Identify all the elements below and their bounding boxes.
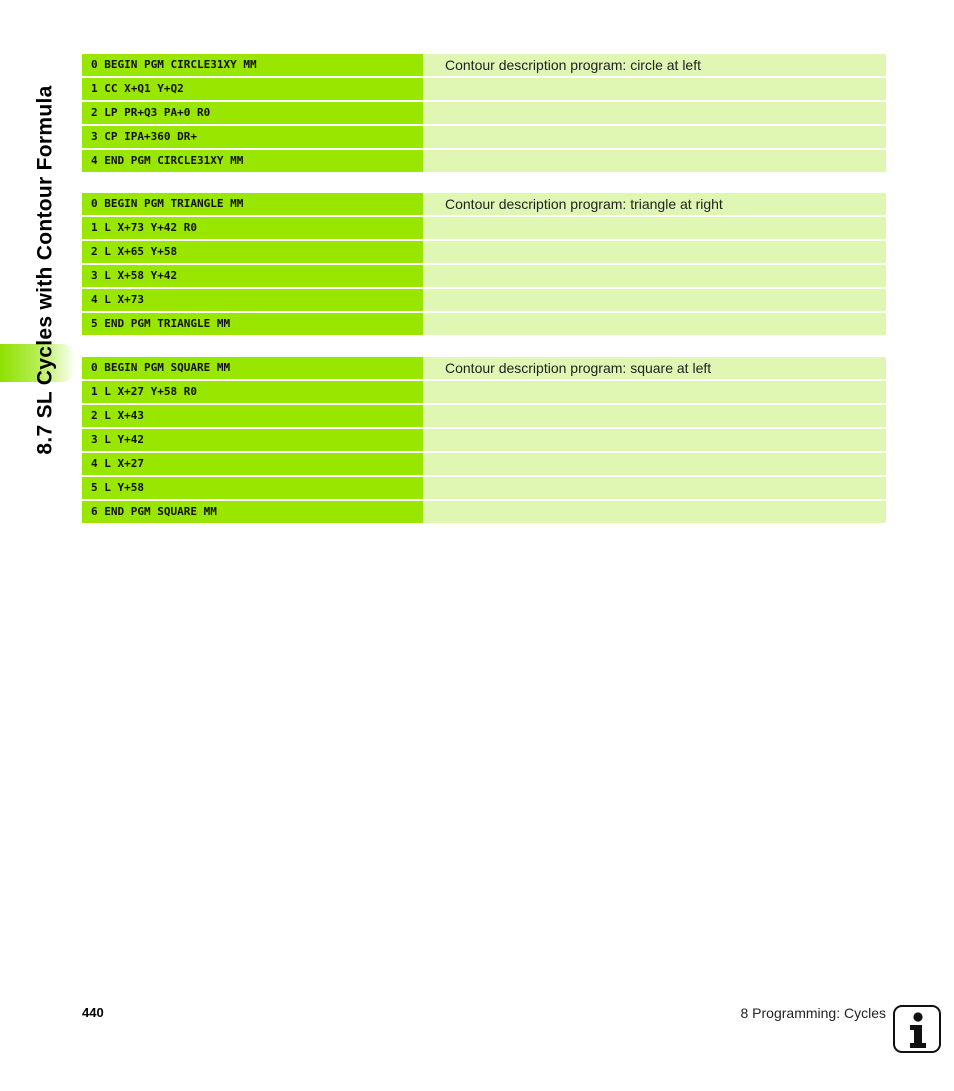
desc-cell xyxy=(423,150,886,172)
table-row xyxy=(82,357,886,379)
desc-cell xyxy=(423,289,886,311)
section-title-text: 8.7 SL Cycles with Contour Formula xyxy=(34,85,57,455)
desc-cell: Contour description program: triangle at right xyxy=(423,193,886,215)
table-row xyxy=(82,126,886,148)
page-number: 440 xyxy=(82,1005,104,1020)
desc-cell xyxy=(423,102,886,124)
program-block-triangle xyxy=(82,193,886,337)
desc-cell xyxy=(423,477,886,499)
code-cell: 3 L X+58 Y+42 xyxy=(82,265,423,287)
section-title xyxy=(28,50,64,490)
desc-cell xyxy=(423,313,886,335)
table-row xyxy=(82,150,886,172)
code-cell: 1 CC X+Q1 Y+Q2 xyxy=(82,78,423,100)
desc-cell xyxy=(423,501,886,523)
code-cell: 6 END PGM SQUARE MM xyxy=(82,501,423,523)
desc-cell xyxy=(423,217,886,239)
desc-cell xyxy=(423,453,886,475)
table-row xyxy=(82,289,886,311)
info-icon xyxy=(893,1005,941,1053)
table-row xyxy=(82,54,886,76)
code-cell: 4 END PGM CIRCLE31XY MM xyxy=(82,150,423,172)
table-row xyxy=(82,381,886,403)
table-row xyxy=(82,477,886,499)
table-row xyxy=(82,453,886,475)
table-row xyxy=(82,265,886,287)
code-cell: 2 L X+65 Y+58 xyxy=(82,241,423,263)
desc-cell xyxy=(423,381,886,403)
desc-cell xyxy=(423,405,886,427)
desc-cell xyxy=(423,429,886,451)
table-row xyxy=(82,501,886,523)
desc-cell xyxy=(423,126,886,148)
chapter-label: 8 Programming: Cycles xyxy=(740,1005,886,1021)
desc-cell xyxy=(423,265,886,287)
code-cell: 0 BEGIN PGM TRIANGLE MM xyxy=(82,193,423,215)
code-cell: 0 BEGIN PGM SQUARE MM xyxy=(82,357,423,379)
desc-cell: Contour description program: square at left xyxy=(423,357,886,379)
code-cell: 0 BEGIN PGM CIRCLE31XY MM xyxy=(82,54,423,76)
table-row xyxy=(82,429,886,451)
desc-cell xyxy=(423,241,886,263)
code-cell: 3 L Y+42 xyxy=(82,429,423,451)
desc-cell: Contour description program: circle at left xyxy=(423,54,886,76)
table-row xyxy=(82,78,886,100)
program-block-circle xyxy=(82,54,886,174)
code-cell: 1 L X+27 Y+58 R0 xyxy=(82,381,423,403)
desc-cell xyxy=(423,78,886,100)
table-row xyxy=(82,217,886,239)
program-block-square xyxy=(82,357,886,525)
code-cell: 2 L X+43 xyxy=(82,405,423,427)
code-cell: 3 CP IPA+360 DR+ xyxy=(82,126,423,148)
code-cell: 2 LP PR+Q3 PA+0 R0 xyxy=(82,102,423,124)
table-row xyxy=(82,405,886,427)
table-row xyxy=(82,313,886,335)
code-cell: 1 L X+73 Y+42 R0 xyxy=(82,217,423,239)
code-cell: 5 L Y+58 xyxy=(82,477,423,499)
code-cell: 4 L X+73 xyxy=(82,289,423,311)
code-cell: 5 END PGM TRIANGLE MM xyxy=(82,313,423,335)
table-row xyxy=(82,241,886,263)
table-row xyxy=(82,193,886,215)
code-cell: 4 L X+27 xyxy=(82,453,423,475)
table-row xyxy=(82,102,886,124)
